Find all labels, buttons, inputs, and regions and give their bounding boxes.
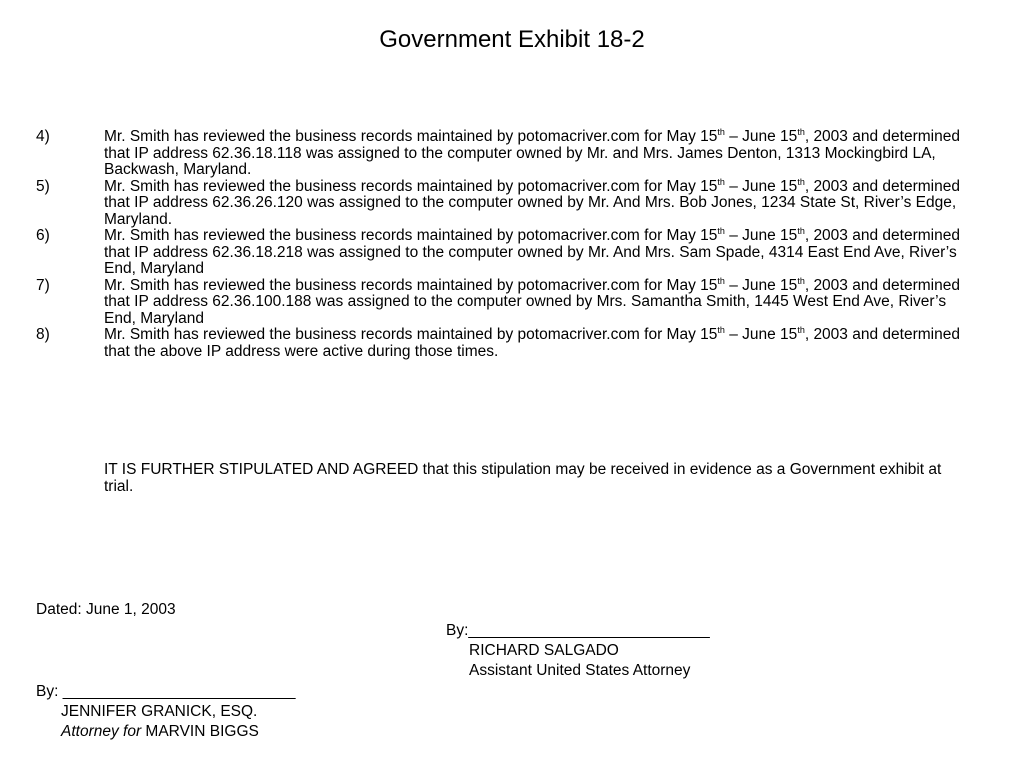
item-number: 7) xyxy=(36,276,50,294)
item-text: Mr. Smith has reviewed the business records maintained by potomacriver.com for May 15th – June 15th, 2003 and determined that IP address 62.36.18.218 was assigned to the computer owned by Mr. And Mrs. Sam Spade, 4314 East End Ave, River’s End, Maryland xyxy=(104,225,960,277)
list-item xyxy=(36,225,976,278)
government-signer-name: RICHARD SALGADO xyxy=(469,642,619,659)
government-signer-title: Assistant United States Attorney xyxy=(469,662,691,679)
item-number: 5) xyxy=(36,177,50,195)
client-name: MARVIN BIGGS xyxy=(141,723,259,740)
page-title: Government Exhibit 18-2 xyxy=(379,26,645,53)
item-text: Mr. Smith has reviewed the business records maintained by potomacriver.com for May 15th – June 15th, 2003 and determined that IP address 62.36.100.188 was assigned to the computer owned by Mrs. Samantha Smith, 1445 West End Ave, River’s End, Maryland xyxy=(104,275,960,327)
stipulation-items-list xyxy=(36,126,976,360)
list-item xyxy=(36,176,976,229)
list-item xyxy=(36,324,976,360)
defense-signer-name: JENNIFER GRANICK, ESQ. xyxy=(61,703,258,720)
stipulation-paragraph: IT IS FURTHER STIPULATED AND AGREED that this stipulation may be received in evidence as a Government exhibit at trial. xyxy=(104,461,942,495)
item-number: 6) xyxy=(36,227,50,244)
item-text: Mr. Smith has reviewed the business records maintained by potomacriver.com for May 15th – June 15th, 2003 and determined that IP address 62.36.18.118 was assigned to the computer owned by Mr. and Mrs. James Denton, 1313 Mockingbird LA, Backwash, Maryland. xyxy=(104,126,960,178)
defense-signature-line: By: ___________________________ xyxy=(36,683,296,700)
item-text: Mr. Smith has reviewed the business records maintained by potomacriver.com for May 15th – June 15th, 2003 and determined that IP address 62.36.26.120 was assigned to the computer owned by Mr. And Mrs. Bob Jones, 1234 State St, River’s Edge, Maryland. xyxy=(104,176,960,228)
list-item xyxy=(36,126,976,179)
defense-signer-title xyxy=(61,722,259,742)
dated-line: Dated: June 1, 2003 xyxy=(36,601,176,618)
attorney-for-label: Attorney for xyxy=(61,723,142,740)
item-text: Mr. Smith has reviewed the business records maintained by potomacriver.com for May 15th – June 15th, 2003 and determined that the above IP address were active during those times. xyxy=(104,324,960,360)
list-item xyxy=(36,275,976,328)
item-number: 8) xyxy=(36,326,50,343)
item-number: 4) xyxy=(36,128,50,145)
government-signature-line: By:____________________________ xyxy=(446,622,710,639)
